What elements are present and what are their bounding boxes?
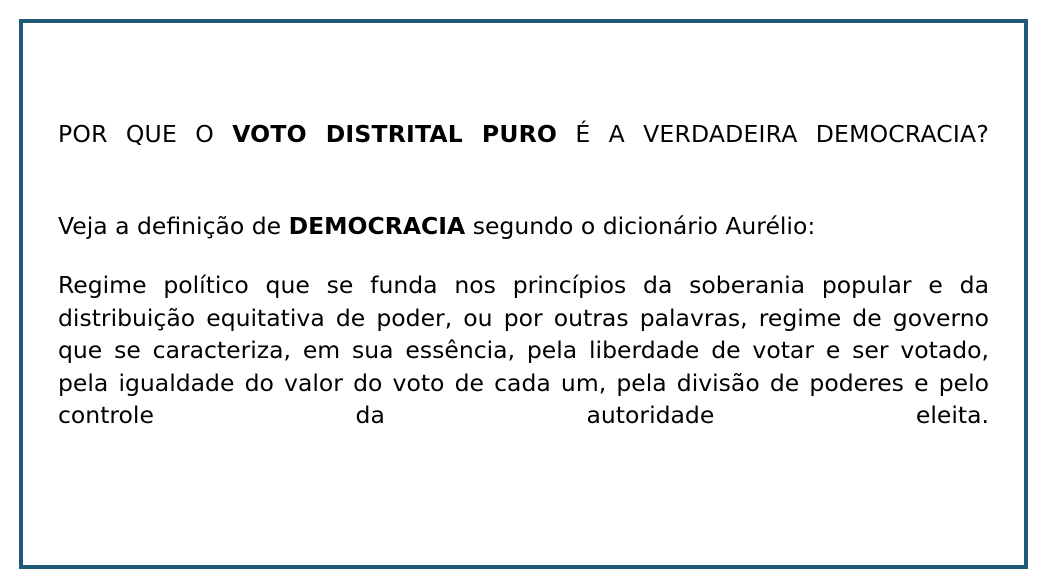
subtitle-line: [58, 210, 989, 242]
definition-paragraph: Regime político que se funda nos princípios da soberania popular e da distribuição equitativa de poder, ou por outras palavras, regime de governo que se caracteriza, em sua essência, pela liberdade de votar e ser votado, pela igualdade do valor do voto de cada um, pela divisão de poderes e pelo controle da autoridade eleita.: [58, 271, 989, 429]
subtitle-emphasis: DEMOCRACIA: [288, 211, 466, 240]
headline-part2: É A VERDADEIRA DEMOCRACIA?: [557, 120, 989, 148]
headline-part1: POR QUE O: [58, 120, 233, 148]
slide-content: [58, 118, 989, 464]
headline-emphasis: VOTO DISTRITAL PURO: [232, 120, 558, 148]
subtitle-part1: Veja a definição de: [58, 211, 289, 240]
headline-question: [58, 118, 989, 183]
subtitle-part2: segundo o dicionário Aurélio:: [465, 211, 816, 240]
slide-frame: [19, 19, 1028, 569]
